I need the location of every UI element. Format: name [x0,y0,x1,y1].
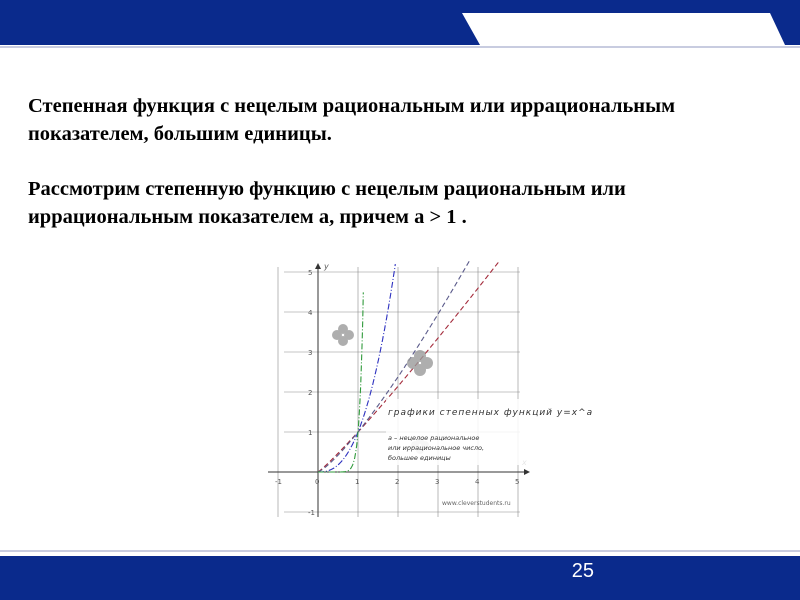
clover-decoration-1 [332,324,354,346]
y-tick-label: 5 [308,269,313,277]
header-right-tab [770,13,800,45]
power-function-chart [268,255,594,517]
chart-title: графики степенных функций y=x^a [388,408,594,418]
slide-body-text: Рассмотрим степенную функцию с нецелым рациональным или иррациональным показателем а, причем а > 1 . [28,178,626,228]
chart-note-2: или иррациональное число, [388,444,485,452]
header-navy-strip [0,0,800,13]
y-tick-label: 4 [308,309,313,317]
y-tick-label: 1 [308,429,313,437]
chart-watermark: www.cleverstudents.ru [442,500,511,507]
series-line-4 [318,292,363,472]
y-tick-label: -1 [308,509,315,517]
x-tick-label: 3 [435,478,440,486]
y-axis-arrow [315,263,321,269]
chart-note-1: a – нецелое рациональное [388,434,480,442]
x-tick-label: 1 [355,478,360,486]
footer-navy-strip [0,556,800,600]
clover-decoration-2 [407,350,433,376]
series-line-3 [318,264,395,472]
y-axis-label: y [324,262,329,271]
header-left-tab [0,13,480,45]
x-tick-label: -1 [275,478,282,486]
x-tick-label: 2 [395,478,400,486]
chart-note-3: большее единицы [388,454,451,462]
slide-heading: Степенная функция с нецелым рациональным или иррациональным показателем, большим единицы. [28,95,676,145]
x-axis-arrow [524,469,530,475]
y-tick-label: 2 [308,389,313,397]
top-header-band [0,0,800,62]
page-number: 25 [571,560,594,582]
bottom-footer-band [0,549,800,600]
x-tick-label: 4 [475,478,480,486]
y-tick-label: 3 [308,349,313,357]
x-tick-label: 0 [315,478,320,486]
x-tick-label: 5 [515,478,520,486]
